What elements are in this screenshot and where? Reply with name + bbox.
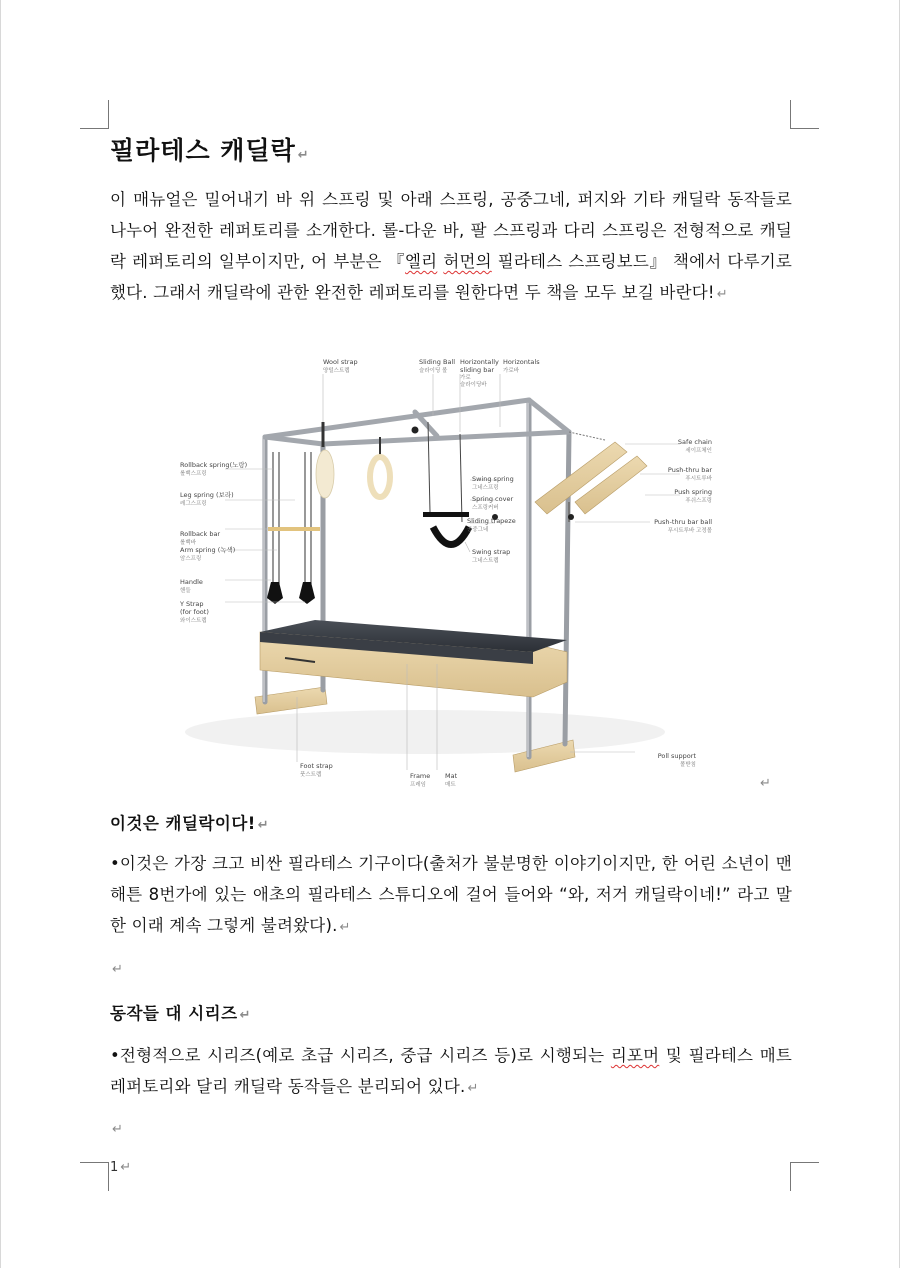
empty-paragraph-mark: ↵ bbox=[112, 962, 123, 977]
figure-label: 가로바 bbox=[503, 368, 519, 374]
crop-mark-bottom-right bbox=[790, 1162, 819, 1191]
figure-label: 프레임 bbox=[410, 782, 426, 788]
figure-label: 스프링커버 bbox=[472, 505, 499, 511]
figure-label: Sliding Ball bbox=[419, 358, 456, 366]
figure-label: (for foot) bbox=[180, 608, 209, 616]
paragraph-mark: ↵ bbox=[297, 148, 310, 163]
figure-label: Wool strap bbox=[323, 358, 358, 366]
page-number: 1 ↵ bbox=[110, 1160, 132, 1175]
figure-label: 핸들 bbox=[180, 588, 191, 594]
section1-paragraph[interactable]: •이것은 가장 크고 비싼 필라테스 기구이다(출처가 불분명한 이야기이지만, 한 어린 소년이 맨해튼 8번가에 있는 애초의 필라테스 스튜디오에 걸어 들어와 “와, 저거 캐딜락이네!” 라고 말한 이래 계속 그렇게 불려왔다). ↵ bbox=[110, 854, 792, 935]
figure-label: 세이프체인 bbox=[685, 448, 712, 454]
section2-paragraph[interactable]: •전형적으로 시리즈(예로 초급 시리즈, 중급 시리즈 등)로 시행되는 리포머 및 필라테스 매트 레퍼토리와 달리 캐딜락 동작들은 분리되어 있다. ↵ bbox=[110, 1046, 792, 1096]
figure-label: Rollback bar bbox=[180, 530, 221, 538]
crop-mark-bottom-left bbox=[80, 1162, 109, 1191]
figure-label: Safe chain bbox=[677, 438, 712, 446]
figure-label: 슬라이딩 볼 bbox=[419, 368, 448, 374]
figure-label: 양털스트랩 bbox=[323, 368, 350, 374]
figure-label: 공중그네 bbox=[467, 527, 489, 533]
figure-label: Horizontally bbox=[460, 358, 499, 366]
figure-label: 슬라이딩바 bbox=[460, 382, 487, 388]
figure-label: Swing strap bbox=[472, 548, 511, 556]
figure-label: 그네스프링 bbox=[472, 485, 499, 491]
figure-label: 와이스트랩 bbox=[180, 618, 207, 624]
spell-check-word[interactable]: 엘리 bbox=[405, 252, 438, 271]
figure-label: Mat bbox=[445, 772, 458, 780]
figure-label: Frame bbox=[410, 772, 431, 780]
figure-label: 암스프링 bbox=[180, 556, 202, 562]
paragraph-mark: ↵ bbox=[716, 287, 728, 302]
figure-label: Rollback spring(노랑) bbox=[180, 461, 248, 469]
figure-label: Push spring bbox=[674, 488, 712, 496]
paragraph-mark: ↵ bbox=[339, 920, 351, 935]
figure-label: 폴받침 bbox=[680, 762, 696, 768]
figure-label: Push-thru bar ball bbox=[654, 518, 712, 526]
figure-label: 롤백스프링 bbox=[180, 471, 207, 477]
section-heading-series[interactable]: 동작들 대 시리즈 ↵ bbox=[110, 1004, 251, 1023]
figure-label: Handle bbox=[180, 578, 203, 586]
paragraph-mark: ↵ bbox=[467, 1081, 479, 1096]
figure-label: Push-thru bar bbox=[667, 466, 712, 474]
figure-label: Sliding trapeze bbox=[467, 517, 516, 525]
figure-label: 롤백바 bbox=[180, 540, 196, 546]
figure-label: Horizontals bbox=[503, 358, 540, 366]
figure-label: Arm spring (녹색) bbox=[180, 546, 236, 554]
spell-check-word[interactable]: 리포머 bbox=[610, 1046, 660, 1065]
spell-check-word[interactable]: 허먼의 bbox=[443, 252, 492, 271]
empty-paragraph-mark: ↵ bbox=[112, 1122, 123, 1137]
paragraph-mark: ↵ bbox=[257, 818, 270, 833]
figure-label: 풋스트랩 bbox=[300, 772, 322, 778]
figure-paragraph-mark: ↵ bbox=[760, 776, 771, 791]
figure-label: Swing spring bbox=[472, 475, 514, 483]
cadillac-illustration bbox=[175, 352, 725, 792]
figure-label: 푸시트루바 고정볼 bbox=[667, 528, 712, 534]
crop-mark-top-right bbox=[790, 100, 819, 129]
figure-label: Foot strap bbox=[300, 762, 333, 770]
figure-label: 가로 bbox=[460, 375, 471, 381]
figure-label: 그네스트랩 bbox=[472, 558, 499, 564]
intro-paragraph[interactable]: 이 매뉴얼은 밀어내기 바 위 스프링 및 아래 스프링, 공중그네, 퍼지와 기타 캐딜락 동작들로 나누어 완전한 레퍼토리를 소개한다. 롤-다운 바, 팔 스프링과 다리 스프링은 전형적으로 캐딜락 레퍼토리의 일부이지만, 어 부분은 『엘리 허먼의 필라테스 스프링보드』 책에서 다루기로 했다. 그래서 캐딜락에 관한 완전한 레퍼토리를 원한다면 두 책을 모두 보길 바란다! ↵ bbox=[110, 190, 792, 302]
figure-label: 매트 bbox=[445, 782, 456, 788]
figure-label: Spring cover bbox=[472, 495, 514, 503]
figure-label: 레그스프링 bbox=[180, 501, 207, 507]
figure-label: 푸쉬스프링 bbox=[685, 498, 712, 504]
figure-label: sliding bar bbox=[460, 366, 495, 374]
cadillac-figure[interactable] bbox=[175, 352, 725, 792]
figure-label: Poll support bbox=[657, 752, 696, 760]
section-heading-cadillac[interactable]: 이것은 캐딜락이다! ↵ bbox=[110, 814, 270, 833]
crop-mark-top-left bbox=[80, 100, 109, 129]
paragraph-mark: ↵ bbox=[239, 1008, 251, 1023]
document-title[interactable]: 필라테스 캐딜락 ↵ bbox=[110, 136, 310, 165]
figure-label: Leg spring (보라) bbox=[180, 491, 234, 499]
figure-label: 푸시트루바 bbox=[685, 476, 712, 482]
figure-label: Y Strap bbox=[180, 600, 204, 608]
